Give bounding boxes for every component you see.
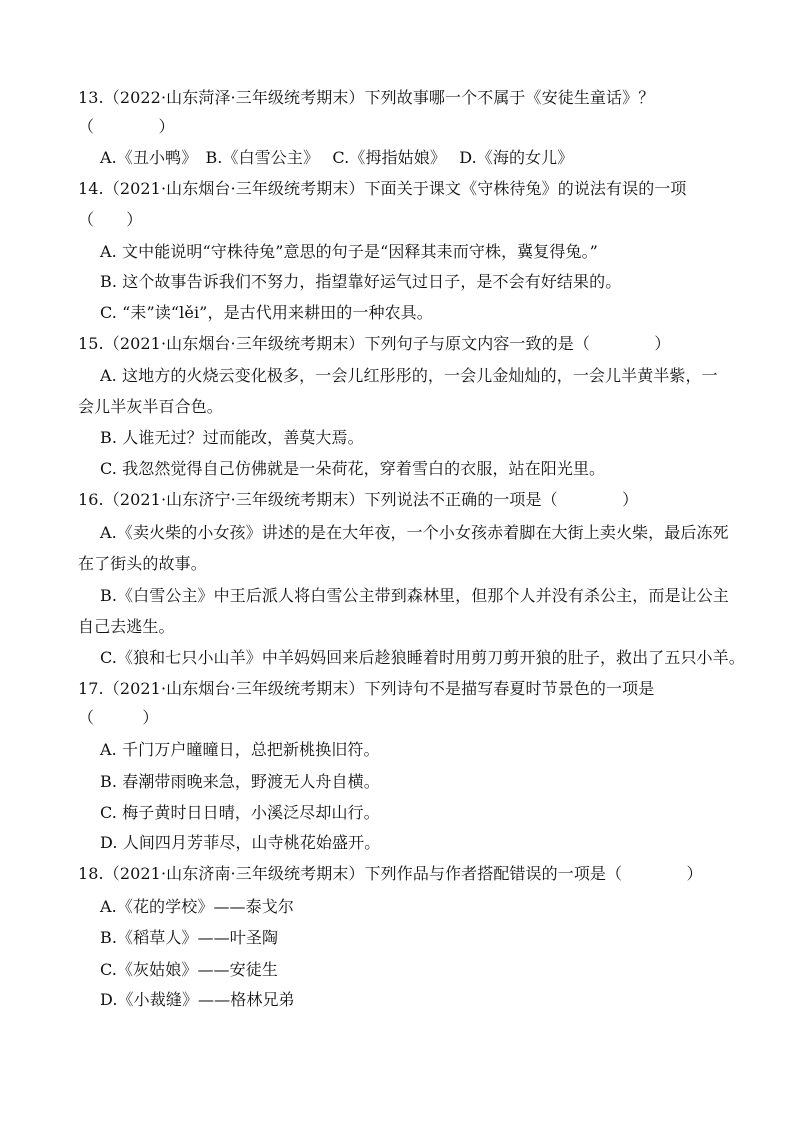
question-16-option-a-cont: 在了街头的故事。 — [78, 554, 207, 573]
question-17-option-b: B. 春潮带雨晚来急，野渡无人舟自横。 — [100, 772, 380, 791]
question-14-stem: 14.（2021·山东烟台·三年级统考期末）下面关于课文《守株待兔》的说法有误的一项 — [78, 179, 687, 198]
question-15-stem: 15.（2021·山东烟台·三年级统考期末）下列句子与原文内容一致的是（ ） — [78, 334, 671, 353]
question-14-option-b: B. 这个故事告诉我们不努力，指望靠好运气过日子，是不会有好结果的。 — [100, 272, 622, 291]
question-18-option-a: A.《花的学校》——泰戈尔 — [100, 897, 294, 916]
question-16-option-a: A.《卖火柴的小女孩》讲述的是在大年夜，一个小女孩赤着脚在大街上卖火柴，最后冻死 — [100, 523, 729, 542]
question-16-stem: 16.（2021·山东济宁·三年级统考期末）下列说法不正确的一项是（ ） — [78, 490, 639, 509]
question-18-stem: 18.（2021·山东济南·三年级统考期末）下列作品与作者搭配错误的一项是（ ） — [78, 864, 703, 883]
question-16-option-b: B.《白雪公主》中王后派人将白雪公主带到森林里，但那个人并没有杀公主，而是让公主 — [100, 586, 729, 605]
question-17-option-a: A. 千门万户曈曈日，总把新桃换旧符。 — [100, 740, 380, 759]
question-17-option-d: D. 人间四月芳菲尽，山寺桃花始盛开。 — [100, 833, 381, 852]
question-18-option-c: C.《灰姑娘》——安徒生 — [100, 960, 278, 979]
question-16-option-c: C.《狼和七只小山羊》中羊妈妈回来后趁狼睡着时用剪刀剪开狼的肚子，救出了五只小羊。 — [100, 648, 745, 667]
question-15-option-b: B. 人谁无过？过而能改，善莫大焉。 — [100, 428, 364, 447]
question-14-option-c: C. “耒”读“lěi”，是古代用来耕田的一种农具。 — [100, 303, 433, 322]
question-17-option-c: C. 梅子黄时日日晴，小溪泛尽却山行。 — [100, 803, 380, 822]
question-14-answer-blank: （ ） — [78, 210, 143, 229]
question-13-answer-blank: （ ） — [78, 117, 175, 136]
question-14-option-a: A. 文中能说明“守株待兔”意思的句子是“因释其耒而守株，冀复得兔。” — [100, 242, 598, 261]
question-17-stem: 17.（2021·山东烟台·三年级统考期末）下列诗句不是描写春夏时节景色的一项是 — [78, 679, 655, 698]
question-18-option-b: B.《稻草人》——叶圣陶 — [100, 928, 279, 947]
question-17-answer-blank: （ ） — [78, 708, 159, 727]
question-18-option-d: D.《小裁缝》——格林兄弟 — [100, 990, 295, 1009]
question-15-option-a: A. 这地方的火烧云变化极多，一会儿红彤彤的，一会儿金灿灿的，一会儿半黄半紫，一 — [100, 366, 718, 385]
question-13-options: A.《丑小鸭》 B.《白雪公主》 C.《拇指姑娘》 D.《海的女儿》 — [100, 148, 574, 167]
question-15-option-c: C. 我忽然觉得自己仿佛就是一朵荷花，穿着雪白的衣服，站在阳光里。 — [100, 459, 606, 478]
question-15-option-a-cont: 会儿半灰半百合色。 — [78, 397, 223, 416]
question-13-stem: 13.（2022·山东菏泽·三年级统考期末）下列故事哪一个不属于《安徒生童话》？ — [78, 88, 655, 107]
question-16-option-b-cont: 自己去逃生。 — [78, 617, 175, 636]
